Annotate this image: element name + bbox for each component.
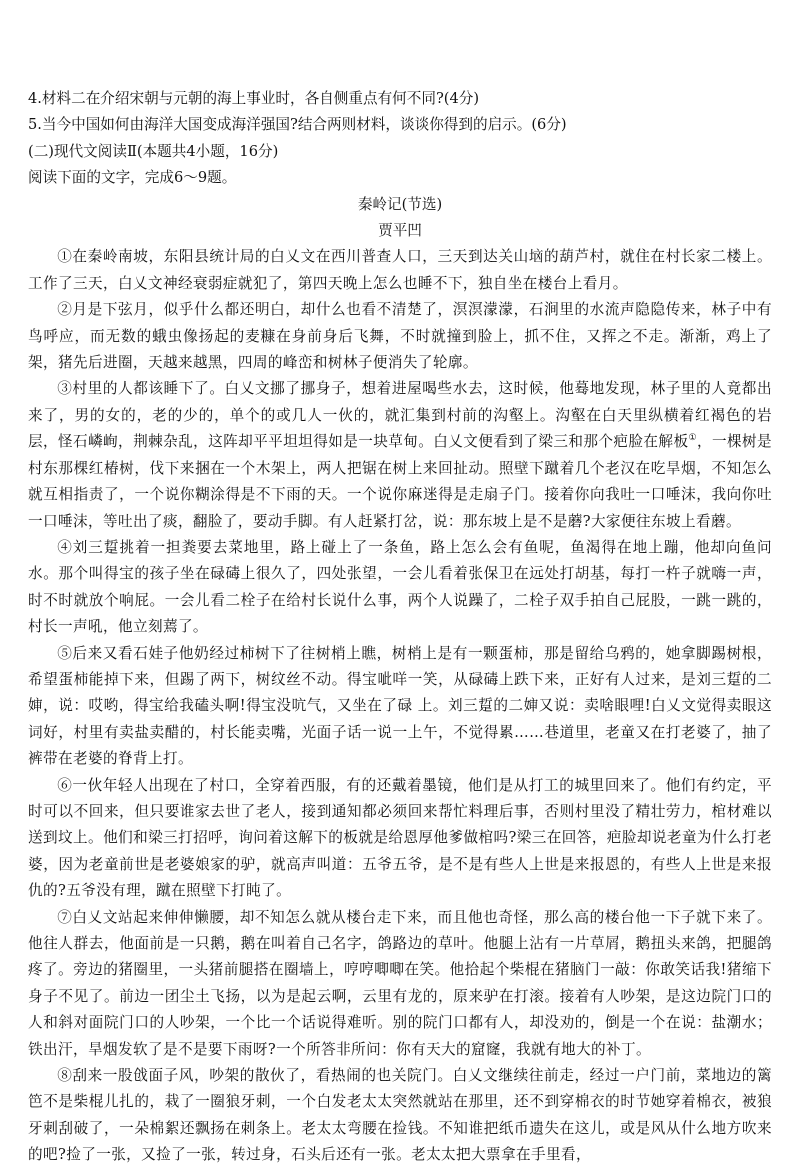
- article-title: 秦岭记(节选): [357, 195, 443, 213]
- paragraph-7: ⑦白乂文站起来伸伸懒腰，却不知怎么就从楼台走下来，而且他也奇怪，那么高的楼台他一下子就下来了。他往人群去，他面前是一只鹅，鹅在叫着自己名字，鸽路边的草叶。他腿上沾有一片草屑，鹅扭头来鸽，把腿鸽疼了。旁边的猪圈里，一头猪前腿搭在圈墙上，哼哼唧唧在笑。他拾起个柴棍在猪脑门一敲：你敢笑话我!猪缩下身子不见了。前边一团尘土飞扬，以为是起云啊，云里有龙的，原来驴在打滚。接着有人吵架，是这边院门口的人和斜对面院门口的人吵架，一个比一个话说得难听。别的院门口都有人，却没劝的，倒是一个在说：盐潮水；铁出汗，旱烟发软了是不是要下雨呀?一个所答非所问：你有天大的窟窿，我就有地大的补丁。: [28, 908, 772, 1058]
- section-instruction: 阅读下面的文字，完成6～9题。: [28, 169, 237, 187]
- question-5: 5.当今中国如何由海洋大国变成海洋强国?结合两则材料，谈谈你得到的启示。(6分): [28, 116, 567, 134]
- paragraph-3-part-a: ③村里的人都该睡下了。白乂文挪了挪身子，想着进屋喝些水去，这时候，他蓦地发现，林子里的人竟都出来了，男的女的，老的少的，单个的或几人一伙的，就汇集到村前的沟壑上。沟壑在白天里纵横着红褐色的岩层，怪石嶙峋，荆棘杂乱，这阵却平平坦坦得如是一块草甸。白乂文便看到了梁三和那个疤脸在解板: [28, 380, 772, 451]
- paragraph-2: ②月是下弦月，似乎什么都还明白，却什么也看不清楚了，溟溟濛濛，石涧里的水流声隐隐传来，林子中有鸟呼应，而无数的蛾虫像扬起的麦糠在身前身后飞舞，不时就撞到脸上，抓不住，又挥之不走。渐渐，鸡上了架，猪先后进圈，天越来越黑，四周的峰峦和树林子便消失了轮廓。: [28, 301, 772, 372]
- section-heading: (二)现代文阅读Ⅱ(本题共4小题，16分): [28, 142, 279, 160]
- paragraph-4: ④刘三踅挑着一担粪要去菜地里，路上碰上了一条鱼，路上怎么会有鱼呢，鱼渴得在地上蹦，他却向鱼问水。那个叫得宝的孩子坐在碌碡上很久了，四处张望，一会儿看着张保卫在远处打胡基，每打一杵子就嗨一声，时不时就放个响屁。一会儿看二栓子在给村长说什么事，两个人说躁了，二栓子双手拍自己屁股，一跳一跳的，村长一声吼，他立刻蔫了。: [28, 538, 772, 636]
- paragraph-8: ⑧刮来一股戗面子风，吵架的散伙了，看热闹的也关院门。白乂文继续往前走，经过一户门前，菜地边的篱笆不是柴棍儿扎的，栽了一圈狼牙刺，一个白发老太太突然就站在那里，还不到穿棉衣的时节她穿着棉衣，被狼牙刺刮破了，一朵棉絮还飘扬在刺条上。老太太弯腰在捡钱。不知谁把纸币遗失在这儿，或是风从什么地方吹来的吧?捡了一张，又捡了一张，转过身，石头后还有一张。老太太把大票拿在手里看，: [28, 1067, 772, 1164]
- footnote-marker: ①: [688, 433, 697, 444]
- paragraph-6: ⑥一伙年轻人出现在了村口，全穿着西服，有的还戴着墨镜，他们是从打工的城里回来了。他们有约定，平时可以不回来，但只要谁家去世了老人，接到通知都必须回来帮忙料理后事，否则村里没了精壮劳力，棺材难以送到坟上。他们和梁三打招呼，询问着这解下的板就是给恩厚他爹做棺吗?梁三在回答，疤脸却说老童为什么打老婆，因为老童前世是老婆娘家的驴，就高声叫道：五爷五爷，是不是有些人上世是来报恩的，有些人上世是来报仇的?五爷没有理，蹴在照壁下打盹了。: [28, 776, 772, 900]
- question-4: 4.材料二在介绍宋朝与元朝的海上事业时，各自侧重点有何不同?(4分): [28, 90, 480, 107]
- paragraph-3-part-b: ，一棵树是村东那棵红椿树，伐下来捆在一个木架上，两人把锯在树上来回扯动。照壁下蹴着几个老汉在吃旱烟，不知怎么就互相指责了，一个说你糊涂得是不下雨的天。一个说你麻迷得是走扇子门。接着你向我吐一口唾沫，我向你吐一口唾沫，等吐出了痰，翻脸了，要动手脚。有人赶紧打岔，说：那东坡上是不是蘑?大家便往东坡上看蘑。: [28, 433, 773, 530]
- paragraph-5: ⑤后来又看石娃子他奶经过柿树下了往树梢上瞧，树梢上是有一颗蛋柿，那是留给乌鸦的，她拿脚踢树根，希望蛋柿能掉下来，但踢了两下，树纹丝不动。得宝呲咩一笑，从碌碡上跌下来，正好有人过来，是刘三踅的二婶，说：哎哟，得宝给我磕头啊!得宝没吭气，又坐在了碌 上。刘三踅的二婶又说：卖啥眼哩!白乂文觉得卖眼这词好，村里有卖盐卖醋的，村长能卖嘴，光面子话一说一上午，不觉得累……巷道里，老童又在打老婆了，抽了裤带在老婆的脊背上打。: [28, 644, 772, 768]
- paragraph-3: [28, 376, 772, 534]
- article-author: 贾平凹: [378, 222, 422, 240]
- paragraph-1: ①在秦岭南坡，东阳县统计局的白乂文在西川普查人口，三天到达关山垴的葫芦村，就住在村长家二楼上。工作了三天，白乂文神经衰弱症就犯了，第四天晚上怎么也睡不下，独自坐在楼台上看月。: [28, 248, 772, 292]
